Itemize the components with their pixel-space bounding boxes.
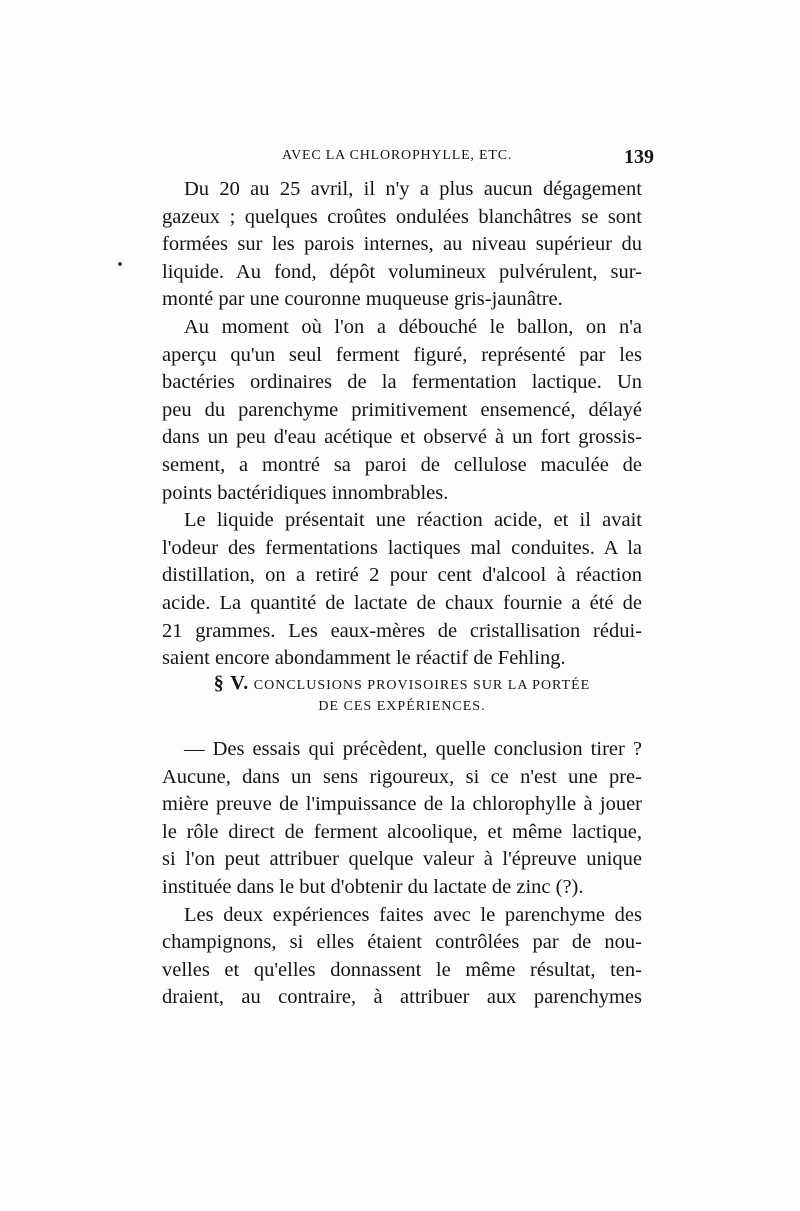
section-title-line2: DE CES EXPÉRIENCES. [318,699,486,714]
text-line: l'odeur des fermentations lactiques mal conduites. A la [162,536,642,559]
text-line: bactéries ordinaires de la fermentation lactique. Un [162,371,642,394]
page-number: 139 [624,146,654,168]
text-line: — Des essais qui précèdent, quelle conclusion tirer ? [184,738,642,760]
paragraph [162,314,642,507]
text-line: distillation, on a retiré 2 pour cent d'alcool à réaction [162,564,642,587]
text-line: points bactéridiques innombrables. [162,481,449,504]
text-line: instituée dans le but d'obtenir du lactate de zinc (?). [162,875,584,898]
text-line: mière preuve de l'impuissance de la chlorophylle à jouer [162,793,642,816]
text-block-bottom [162,736,642,1012]
running-title: AVEC LA CHLOROPHYLLE, ETC. [282,148,513,163]
text-line: liquide. Au fond, dépôt volumineux pulvérulent, sur- [162,260,642,283]
section-title-line1: CONCLUSIONS PROVISOIRES SUR LA PORTÉE [253,678,591,693]
text-line: champignons, si elles étaient contrôlées par de nou- [162,931,642,954]
paragraph [162,507,642,673]
paragraph [162,736,642,902]
text-line: 21 grammes. Les eaux-mères de cristallisation rédui- [162,619,642,642]
text-block-top [162,176,642,673]
text-line: Du 20 au 25 avril, il n'y a plus aucun dégagement [184,178,642,200]
text-line: sement, a montré sa paroi de cellulose maculée de [162,453,642,476]
text-line: monté par une couronne muqueuse gris-jaunâtre. [162,288,563,311]
text-line: si l'on peut attribuer quelque valeur à l'épreuve unique [162,848,642,871]
paragraph [162,176,642,314]
text-line: Les deux expériences faites avec le parenchyme des [184,903,642,926]
text-line: draient, au contraire, à attribuer aux parenchymes [162,986,642,1009]
text-line: saient encore abondamment le réactif de Fehling. [162,647,566,670]
text-line: peu du parenchyme primitivement ensemencé, délayé [162,398,642,421]
paragraph [162,902,642,1012]
text-line: gazeux ; quelques croûtes ondulées blanchâtres se sont [162,205,642,228]
section-heading [162,672,642,695]
text-line: velles et qu'elles donnassent le même résultat, ten- [162,958,642,981]
text-line: Aucune, dans un sens rigoureux, si ce n'est une pre- [162,765,642,788]
page-header [160,146,654,172]
text-line: Au moment où l'on a débouché le ballon, on n'a [184,315,642,338]
section-symbol: § V. [213,672,250,694]
text-line: formées sur les parois internes, au niveau supérieur du [162,233,642,256]
text-line: aperçu qu'un seul ferment figuré, représenté par les [162,343,642,366]
text-line: acide. La quantité de lactate de chaux fournie a été de [162,591,642,614]
print-speck [118,262,122,266]
text-line: dans un peu d'eau acétique et observé à un fort grossis- [162,426,642,449]
text-line: Le liquide présentait une réaction acide, et il avait [184,509,642,532]
text-line: le rôle direct de ferment alcoolique, et même lactique, [162,820,642,843]
section-heading-line2 [162,699,642,715]
